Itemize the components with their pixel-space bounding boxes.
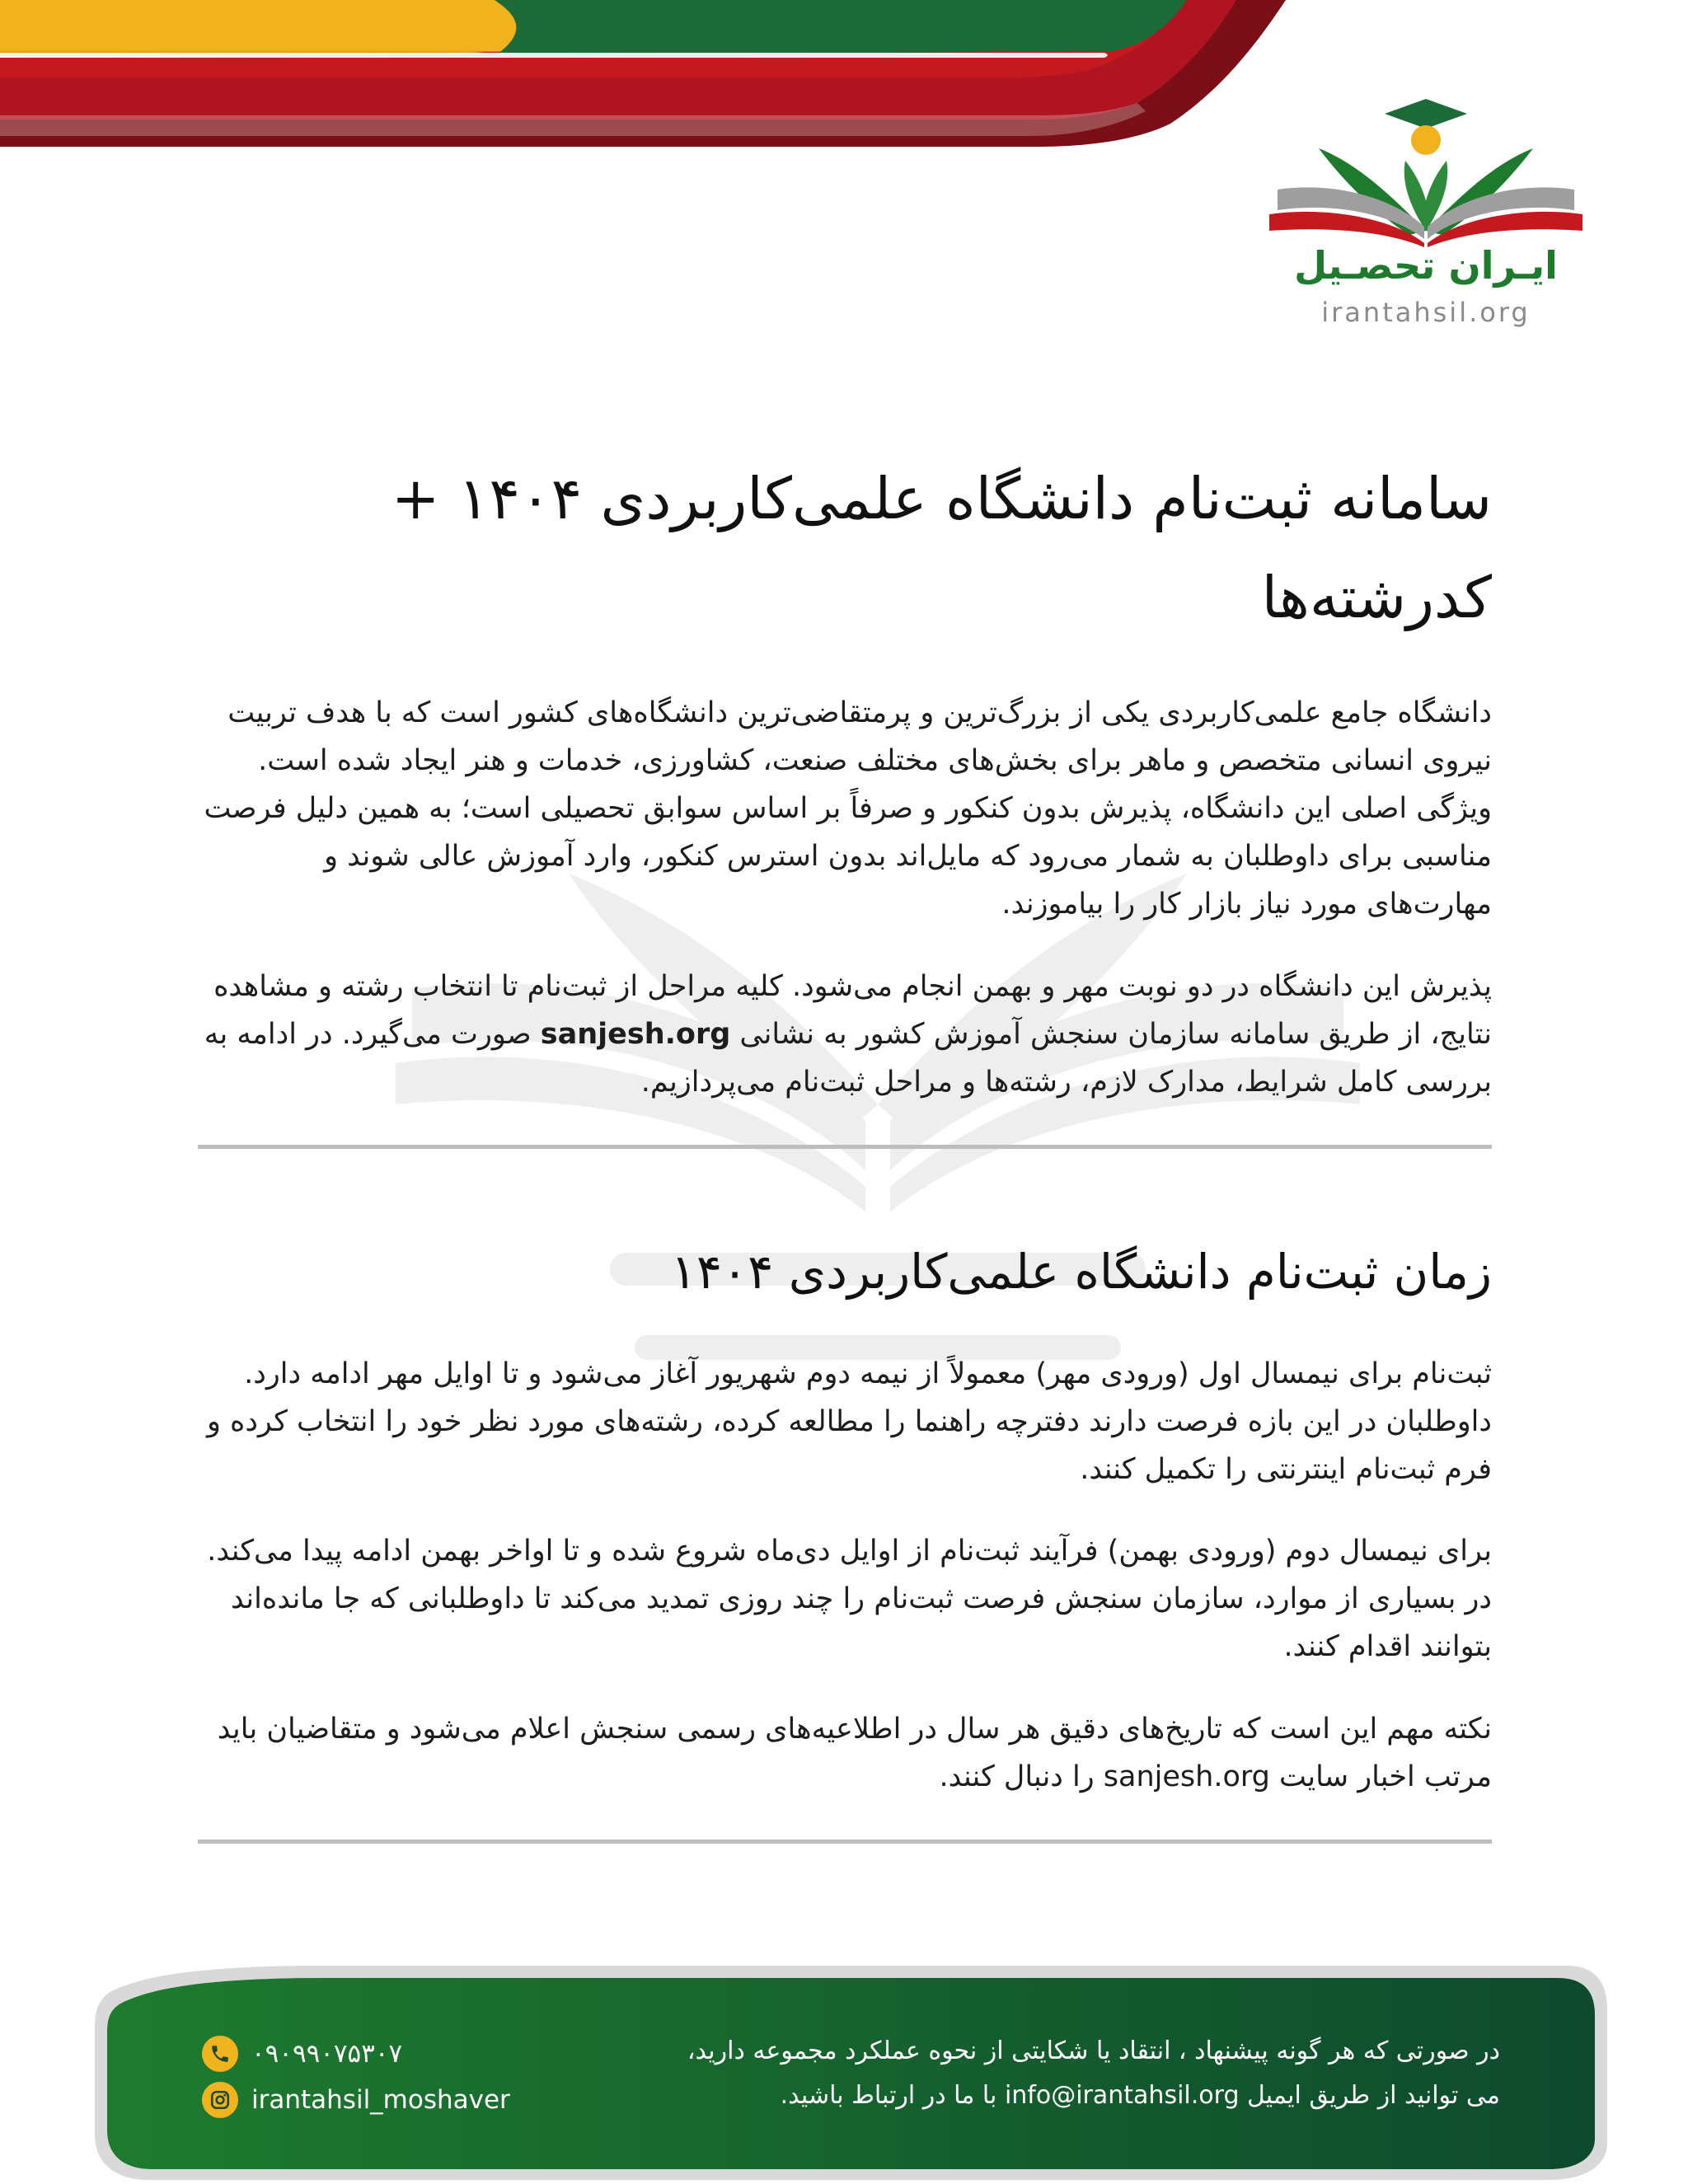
logo-book-icon (1269, 91, 1582, 247)
phone-icon (202, 2036, 238, 2072)
section-divider (198, 1145, 1492, 1149)
section-paragraph-1: ثبت‌نام برای نیمسال اول (ورودی مهر) معمولاً از نیمه دوم شهریور آغاز می‌شود و تا اوایل مهر ادامه دارد. داوطلبان در این بازه فرصت دارند دفترچه راهنما را مطالعه کرده، رشته‌های مورد نظر خود را انتخاب کرده و فرم ثبت‌نام اینترنتی را تکمیل کنند. (206, 1357, 1492, 1486)
intro-paragraph-2 (198, 963, 1492, 1106)
brand-logo (1269, 91, 1582, 330)
footer-message (676, 2029, 1500, 2118)
instagram-handle: irantahsil_moshaver (251, 2085, 510, 2115)
phone-number: ۰۹۰۹۹۰۷۵۳۰۷ (251, 2039, 403, 2069)
instagram-icon (202, 2082, 238, 2118)
contact-instagram[interactable] (202, 2079, 510, 2121)
intro-paragraph-2-part-b: صورت می‌گیرد. در ادامه به بررسی کامل شرایط، مدارک لازم، رشته‌ها و مراحل ثبت‌نام می‌پردازیم. (204, 1018, 1492, 1099)
section-paragraph-2: برای نیمسال دوم (ورودی بهمن) فرآیند ثبت‌نام از اوایل دی‌ماه شروع شده و تا اواخر بهمن ادامه پیدا می‌کند. در بسیاری از موارد، سازمان سنجش فرصت ثبت‌نام را چند روزی تمدید می‌کند تا داوطلبانی که جا مانده‌اند بتوانند اقدام کنند. (207, 1535, 1492, 1663)
intro-paragraph-1: دانشگاه جامع علمی‌کاربردی یکی از بزرگ‌ترین و پرمتقاضی‌ترین دانشگاه‌های کشور است که با هدف تربیت نیروی انسانی متخصص و ماهر برای بخش‌های مختلف صنعت، کشاورزی، خدمات و هنر ایجاد شده است. ویژگی اصلی این دانشگاه، پذیرش بدون کنکور و صرفاً بر اساس سوابق تحصیلی است؛ به همین دلیل فرصت مناسبی برای داوطلبان به شمار می‌رود که مایل‌اند بدون استرس کنکور، وارد آموزش عالی شوند و مهارت‌های مورد نیاز بازار کار را بیاموزند. (204, 696, 1492, 921)
intro-paragraph-2-part-a: پذیرش این دانشگاه در دو نوبت مهر و بهمن انجام می‌شود. کلیه مراحل از ثبت‌نام تا انتخاب رشته و مشاهده نتایج، از طریق سامانه سازمان سنجش آموزش کشور به نشانی (213, 970, 1492, 1051)
section-divider (198, 1840, 1492, 1844)
logo-url: irantahsil.org (1321, 297, 1531, 328)
section-paragraph-3: نکته مهم این است که تاریخ‌های دقیق هر سال در اطلاعیه‌های رسمی سنجش اعلام می‌شود و متقاضیان باید مرتب اخبار سایت sanjesh.org را دنبال کنند. (217, 1713, 1492, 1793)
sanjesh-link[interactable]: sanjesh.org (540, 1018, 731, 1051)
section-title: زمان ثبت‌نام دانشگاه علمی‌کاربردی ۱۴۰۴ (670, 1244, 1492, 1300)
contact-phone[interactable] (202, 2033, 402, 2074)
logo-name: ایـران تحصـیل (1294, 243, 1558, 288)
footer-message-line-1: در صورتی که هر گونه پیشنهاد ، انتقاد یا شکایتی از نحوه عملکرد مجموعه دارید، (687, 2036, 1500, 2065)
footer-message-line-2: می توانید از طریق ایمیل info@irantahsil.org با ما در ارتباط باشید. (780, 2081, 1500, 2110)
article-title: سامانه ثبت‌نام دانشگاه علمی‌کاربردی ۱۴۰۴ + کدرشته‌ها (391, 465, 1492, 631)
